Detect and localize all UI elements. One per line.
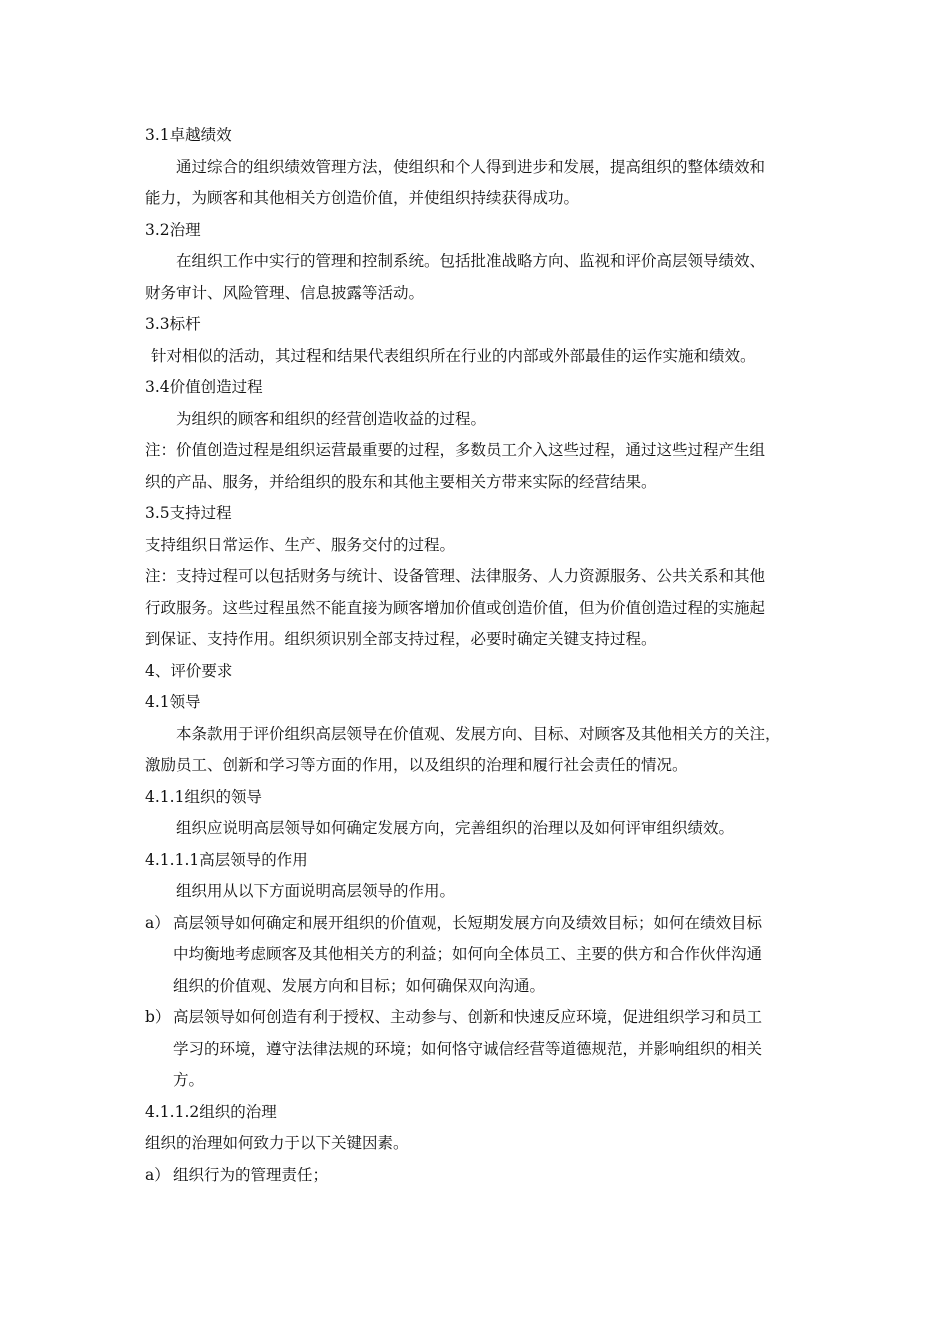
list-item-line: 高层领导如何确定和展开组织的价值观，长短期发展方向及绩效目标；如何在绩效目标 — [173, 913, 763, 932]
list-item-line: 方。 — [173, 1071, 205, 1089]
paragraph-line: 针对相似的活动，其过程和结果代表组织所在行业的内部或外部最佳的运作实施和绩效。 — [151, 346, 756, 365]
note-line: 行政服务。这些过程虽然不能直接为顾客增加价值或创造价值，但为价值创造过程的实施起 — [145, 598, 766, 617]
list-marker: b） — [145, 1008, 171, 1026]
list-marker: a） — [145, 1165, 170, 1184]
note-line: 到保证、支持作用。组织须识别全部支持过程，必要时确定关键支持过程。 — [145, 630, 657, 648]
section-heading-4: 4、评价要求 — [145, 661, 233, 680]
paragraph-line: 本条款用于评价组织高层领导在价值观、发展方向、目标、对顾客及其他相关方的关注， — [176, 724, 781, 743]
list-item-a — [145, 908, 813, 1003]
section-heading-3-1: 3.1卓越绩效 — [145, 126, 232, 144]
note-line: 注：支持过程可以包括财务与统计、设备管理、法律服务、人力资源服务、公共关系和其他 — [145, 567, 766, 585]
list-item-line: 学习的环境，遵守法律法规的环境；如何恪守诚信经营等道德规范，并影响组织的相关 — [173, 1039, 763, 1058]
paragraph-line: 通过综合的组织绩效管理方法，使组织和个人得到进步和发展，提高组织的整体绩效和 — [176, 157, 766, 176]
list-item-line: 组织的价值观、发展方向和目标；如何确保双向沟通。 — [173, 976, 546, 995]
section-heading-4-1-1-1: 4.1.1.1高层领导的作用 — [145, 850, 308, 869]
list-item-a-governance — [145, 1160, 813, 1192]
section-heading-3-4: 3.4价值创造过程 — [145, 378, 263, 396]
note-line: 注：价值创造过程是组织运营最重要的过程，多数员工介入这些过程，通过这些过程产生组 — [145, 441, 766, 459]
list-item-line: 高层领导如何创造有利于授权、主动参与、创新和快速反应环境，促进组织学习和员工 — [173, 1008, 763, 1026]
paragraph-line: 组织的治理如何致力于以下关键因素。 — [145, 1134, 409, 1152]
paragraph-line: 支持组织日常运作、生产、服务交付的过程。 — [145, 535, 456, 554]
paragraph-line: 激励员工、创新和学习等方面的作用，以及组织的治理和履行社会责任的情况。 — [145, 756, 688, 774]
section-heading-3-2: 3.2治理 — [145, 220, 201, 239]
section-heading-4-1-1: 4.1.1组织的领导 — [145, 787, 262, 806]
section-heading-3-5: 3.5支持过程 — [145, 504, 232, 522]
paragraph-line: 组织应说明高层领导如何确定发展方向，完善组织的治理以及如何评审组织绩效。 — [176, 819, 735, 837]
list-item-line: 组织行为的管理责任； — [173, 1165, 329, 1184]
paragraph-line: 组织用从以下方面说明高层领导的作用。 — [176, 882, 456, 900]
section-heading-3-3: 3.3标杆 — [145, 315, 201, 333]
paragraph-line: 在组织工作中实行的管理和控制系统。包括批准战略方向、监视和评价高层领导绩效、 — [176, 252, 766, 270]
note-line: 织的产品、服务，并给组织的股东和其他主要相关方带来实际的经营结果。 — [145, 472, 657, 491]
list-item-b — [145, 1002, 813, 1097]
paragraph-line: 财务审计、风险管理、信息披露等活动。 — [145, 283, 425, 302]
list-marker: a） — [145, 913, 170, 932]
document-body — [145, 120, 813, 1191]
paragraph-line: 为组织的顾客和组织的经营创造收益的过程。 — [176, 409, 487, 428]
list-item-line: 中均衡地考虑顾客及其他相关方的利益；如何向全体员工、主要的供方和合作伙伴沟通 — [173, 945, 763, 963]
section-heading-4-1-1-2: 4.1.1.2组织的治理 — [145, 1102, 277, 1121]
section-heading-4-1: 4.1领导 — [145, 693, 201, 711]
paragraph-line: 能力，为顾客和其他相关方创造价值，并使组织持续获得成功。 — [145, 189, 580, 207]
